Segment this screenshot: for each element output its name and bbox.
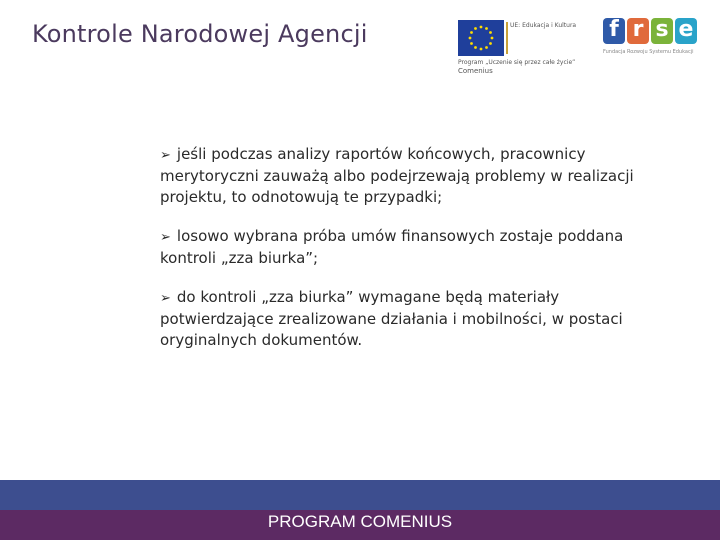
bullet-text: jeśli podczas analizy raportów końcowych, pracownicy merytoryczni zauważą albo podejrzewają problemy w realizacji projektu, to odnotowują te przypadki;	[160, 145, 634, 206]
bullet-text: do kontroli „zza biurka” wymagane będą materiały potwierdzające zrealizowane działania i mobilności, w postaci oryginalnych dokumentów.	[160, 288, 623, 349]
arrow-bullet-icon: ➢	[160, 148, 171, 163]
frse-tagline: Fundacja Rozwoju Systemu Edukacji	[603, 49, 694, 55]
footer-band	[0, 480, 720, 510]
eu-program-logo	[458, 20, 588, 78]
frse-letter-s: s	[651, 18, 673, 44]
frse-letter-f: f	[603, 18, 625, 44]
bullet-item	[160, 144, 640, 208]
bullet-item	[160, 287, 640, 351]
eu-logo-line3: Comenius	[458, 67, 493, 75]
frse-logo	[603, 18, 703, 60]
bullet-text: losowo wybrana próba umów finansowych zostaje poddana kontroli „zza biurka”;	[160, 227, 624, 267]
footer-program-label: PROGRAM COMENIUS	[267, 512, 453, 531]
eu-logo-divider	[506, 22, 508, 54]
bullet-item	[160, 226, 640, 269]
frse-letter-r: r	[627, 18, 649, 44]
bullet-list	[160, 144, 640, 369]
eu-logo-line2: Program „Uczenie się przez całe życie”	[458, 59, 576, 66]
frse-letter-e: e	[675, 18, 697, 44]
eu-logo-line1: UE: Edukacja i Kultura	[510, 22, 577, 29]
arrow-bullet-icon: ➢	[160, 291, 171, 306]
arrow-bullet-icon: ➢	[160, 230, 171, 245]
eu-flag-icon	[458, 20, 504, 56]
slide-title: Kontrole Narodowej Agencji	[32, 20, 368, 48]
